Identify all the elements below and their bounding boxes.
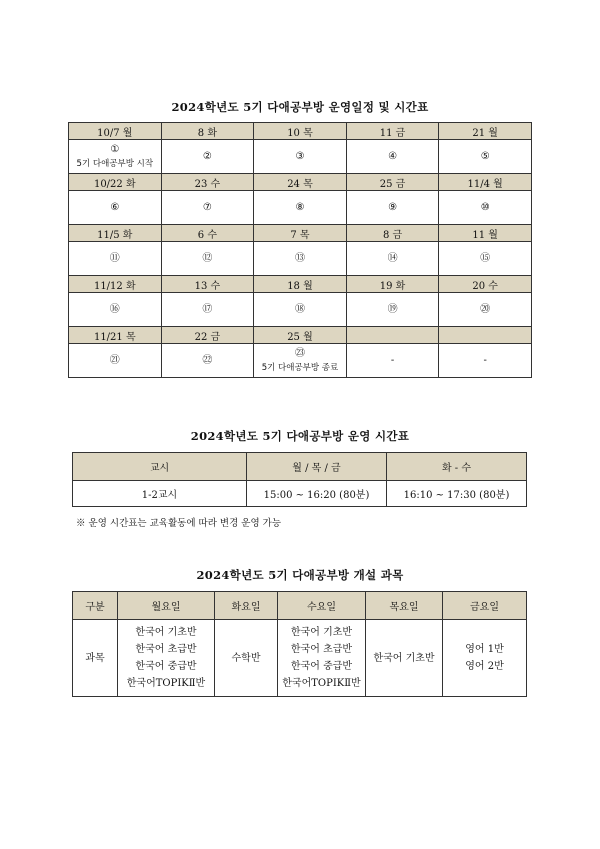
timetable-title: 2024학년도 5기 다애공부방 운영 시간표 [190, 429, 410, 443]
courses-row-label: 과목 [73, 620, 118, 697]
session-note: 5기 다애공부방 시작 [76, 158, 154, 169]
schedule-date-header: 11/12 화 [69, 276, 162, 293]
schedule-session-cell [254, 140, 347, 174]
session-number: ⑧ [295, 201, 305, 213]
session-number: - [390, 354, 395, 366]
schedule-date-header: 8 금 [346, 225, 439, 242]
courses-header: 화요일 [215, 592, 278, 620]
schedule-date-header: 25 월 [254, 327, 347, 344]
schedule-date-header: 21 월 [439, 123, 532, 140]
timetable-time-mon-thu-fri: 15:00 ~ 16:20 (80분) [247, 481, 387, 507]
courses-day-cell [118, 620, 215, 697]
session-number: ㉑ [109, 354, 120, 366]
courses-header: 구분 [73, 592, 118, 620]
schedule-date-header: 23 수 [161, 174, 254, 191]
schedule-date-header: 11/5 화 [69, 225, 162, 242]
course-name: 영어 1반 [465, 644, 504, 655]
schedule-session-cell [69, 344, 162, 378]
schedule-date-header: 6 수 [161, 225, 254, 242]
courses-table [72, 591, 527, 697]
schedule-session-cell [346, 191, 439, 225]
schedule-session-cell [254, 344, 347, 378]
schedule-session-cell [161, 344, 254, 378]
schedule-session-cell [346, 140, 439, 174]
session-number: ⑮ [480, 252, 491, 264]
session-number: ⑩ [480, 201, 490, 213]
schedule-date-header [346, 327, 439, 344]
course-name: 한국어 기초반 [135, 627, 197, 638]
courses-title: 2024학년도 5기 다애공부방 개설 과목 [196, 568, 404, 582]
schedule-session-cell [69, 140, 162, 174]
session-number: ⑭ [387, 252, 398, 264]
course-name: 한국어 중급반 [135, 661, 197, 672]
course-name: 영어 2반 [465, 661, 504, 672]
schedule-date-header [439, 327, 532, 344]
schedule-date-header: 7 목 [254, 225, 347, 242]
schedule-session-cell [439, 293, 532, 327]
schedule-session-cell [161, 293, 254, 327]
schedule-date-header: 10/22 화 [69, 174, 162, 191]
session-number: ① [110, 143, 120, 155]
course-name: 한국어TOPIKⅡ반 [126, 678, 206, 689]
session-number: ㉓ [294, 347, 305, 359]
schedule-session-cell [161, 242, 254, 276]
session-number: ⑰ [202, 303, 213, 315]
session-number: ⑤ [480, 150, 490, 162]
session-number: ⑳ [480, 303, 491, 315]
courses-day-cell [278, 620, 366, 697]
course-name: 한국어 초급반 [135, 644, 197, 655]
schedule-session-cell [161, 191, 254, 225]
schedule-session-cell [254, 242, 347, 276]
schedule-date-header: 25 금 [346, 174, 439, 191]
schedule-date-header: 10 목 [254, 123, 347, 140]
courses-header: 목요일 [366, 592, 443, 620]
session-number: ④ [388, 150, 398, 162]
schedule-session-cell [346, 293, 439, 327]
session-number: - [483, 354, 487, 366]
schedule-date-header: 11/4 월 [439, 174, 532, 191]
schedule-date-header: 22 금 [161, 327, 254, 344]
session-number: ⑨ [388, 201, 398, 213]
timetable-period: 1-2교시 [73, 481, 247, 507]
course-name: 한국어 기초반 [373, 652, 435, 664]
schedule-date-header: 10/7 월 [69, 123, 162, 140]
session-number: ⑯ [109, 303, 120, 315]
schedule-session-cell [346, 344, 439, 378]
timetable-header-mon-thu-fri: 월 / 목 / 금 [247, 453, 387, 481]
session-number: ⑲ [387, 303, 398, 315]
schedule-title: 2024학년도 5기 다애공부방 운영일정 및 시간표 [171, 100, 429, 114]
session-number: ② [202, 150, 212, 162]
session-number: ⑬ [294, 252, 305, 264]
schedule-date-header: 24 목 [254, 174, 347, 191]
schedule-session-cell [346, 242, 439, 276]
schedule-session-cell [69, 242, 162, 276]
timetable-time-tue-wed: 16:10 ~ 17:30 (80분) [387, 481, 527, 507]
courses-day-cell [366, 620, 443, 697]
timetable-footnote: ※ 운영 시간표는 교육활동에 따라 변경 운영 가능 [76, 518, 282, 529]
timetable-header-tue-wed: 화 - 수 [387, 453, 527, 481]
session-note: 5기 다애공부방 종료 [261, 362, 339, 373]
schedule-session-cell [161, 140, 254, 174]
schedule-date-header: 18 월 [254, 276, 347, 293]
session-number: ⑱ [294, 303, 305, 315]
schedule-date-header: 19 화 [346, 276, 439, 293]
schedule-session-cell [439, 191, 532, 225]
schedule-session-cell [254, 191, 347, 225]
schedule-date-header: 20 수 [439, 276, 532, 293]
session-number: ⑦ [202, 201, 212, 213]
courses-header: 금요일 [443, 592, 527, 620]
schedule-table [68, 122, 532, 378]
course-name: 한국어 초급반 [290, 644, 353, 655]
schedule-date-header: 8 화 [161, 123, 254, 140]
course-name: 한국어 기초반 [290, 627, 353, 638]
schedule-session-cell [254, 293, 347, 327]
session-number: ⑥ [110, 201, 120, 213]
courses-header: 수요일 [278, 592, 366, 620]
courses-day-cell [443, 620, 527, 697]
schedule-date-header: 11 월 [439, 225, 532, 242]
session-number: ⑪ [109, 252, 120, 264]
timetable-table [72, 452, 527, 507]
session-number: ㉒ [202, 354, 213, 366]
course-name: 한국어TOPIKⅡ반 [282, 678, 361, 689]
courses-day-cell [215, 620, 278, 697]
schedule-session-cell [439, 344, 532, 378]
course-name: 수학반 [231, 652, 261, 664]
courses-header: 월요일 [118, 592, 215, 620]
schedule-session-cell [69, 293, 162, 327]
session-number: ⑫ [202, 252, 213, 264]
timetable-header-period: 교시 [73, 453, 247, 481]
session-number: ③ [295, 150, 305, 162]
schedule-session-cell [439, 140, 532, 174]
schedule-date-header: 11/21 목 [69, 327, 162, 344]
schedule-session-cell [439, 242, 532, 276]
schedule-date-header: 13 수 [161, 276, 254, 293]
schedule-date-header: 11 금 [346, 123, 439, 140]
schedule-session-cell [69, 191, 162, 225]
course-name: 한국어 중급반 [290, 661, 353, 672]
